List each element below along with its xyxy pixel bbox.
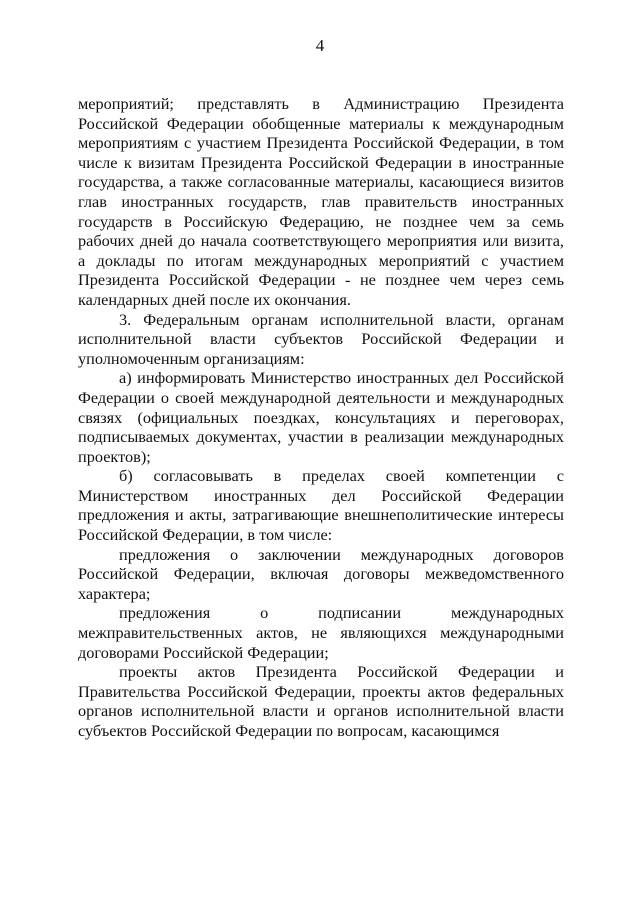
paragraph-draft-acts: проекты актов Президента Российской Федерации и Правительства Российской Федерации, проекты актов федеральных органов исполнительной власти и органов исполнительной власти субъектов Российской Федерации по вопросам, касающимся	[78, 662, 564, 740]
paragraph-subitem-b: б) согласовывать в пределах своей компетенции с Министерством иностранных дел Российской Федерации предложения и акты, затрагивающие внешнеполитические интересы Российской Федерации, в том числе:	[78, 466, 564, 545]
paragraph-item-3: 3. Федеральным органам исполнительной власти, органам исполнительной власти субъектов Российской Федерации и уполномоченным организациям:	[78, 309, 564, 368]
page-number: 4	[315, 36, 325, 55]
paragraph-continuation: мероприятий; представлять в Администрацию Президента Российской Федерации обобщенные материалы к международным мероприятиям с участием Президента Российской Федерации, в том числе к визитам Президента Российской Федерации в иностранные государства, а также согласованные материалы, касающиеся визитов глав иностранных государств, глав правительств иностранных государств в Российскую Федерацию, не позднее чем за семь рабочих дней до начала соответствующего мероприятия или визита, а доклады по итогам международных мероприятий с участием Президента Российской Федерации - не позднее чем через семь календарных дней после их окончания.	[78, 94, 564, 309]
paragraph-subitem-a: а) информировать Министерство иностранных дел Российской Федерации о своей международной деятельности и международных связях (официальных поездках, консультациях и переговорах, подписываемых документах, участии в реализации международных проектов);	[78, 368, 564, 466]
document-body	[78, 94, 564, 741]
paragraph-treaty-proposals: предложения о заключении международных договоров Российской Федерации, включая договоры межведомственного характера;	[78, 544, 564, 603]
paragraph-intergovernmental-acts: предложения о подписании международных межправительственных актов, не являющихся международными договорами Российской Федерации;	[78, 603, 564, 662]
